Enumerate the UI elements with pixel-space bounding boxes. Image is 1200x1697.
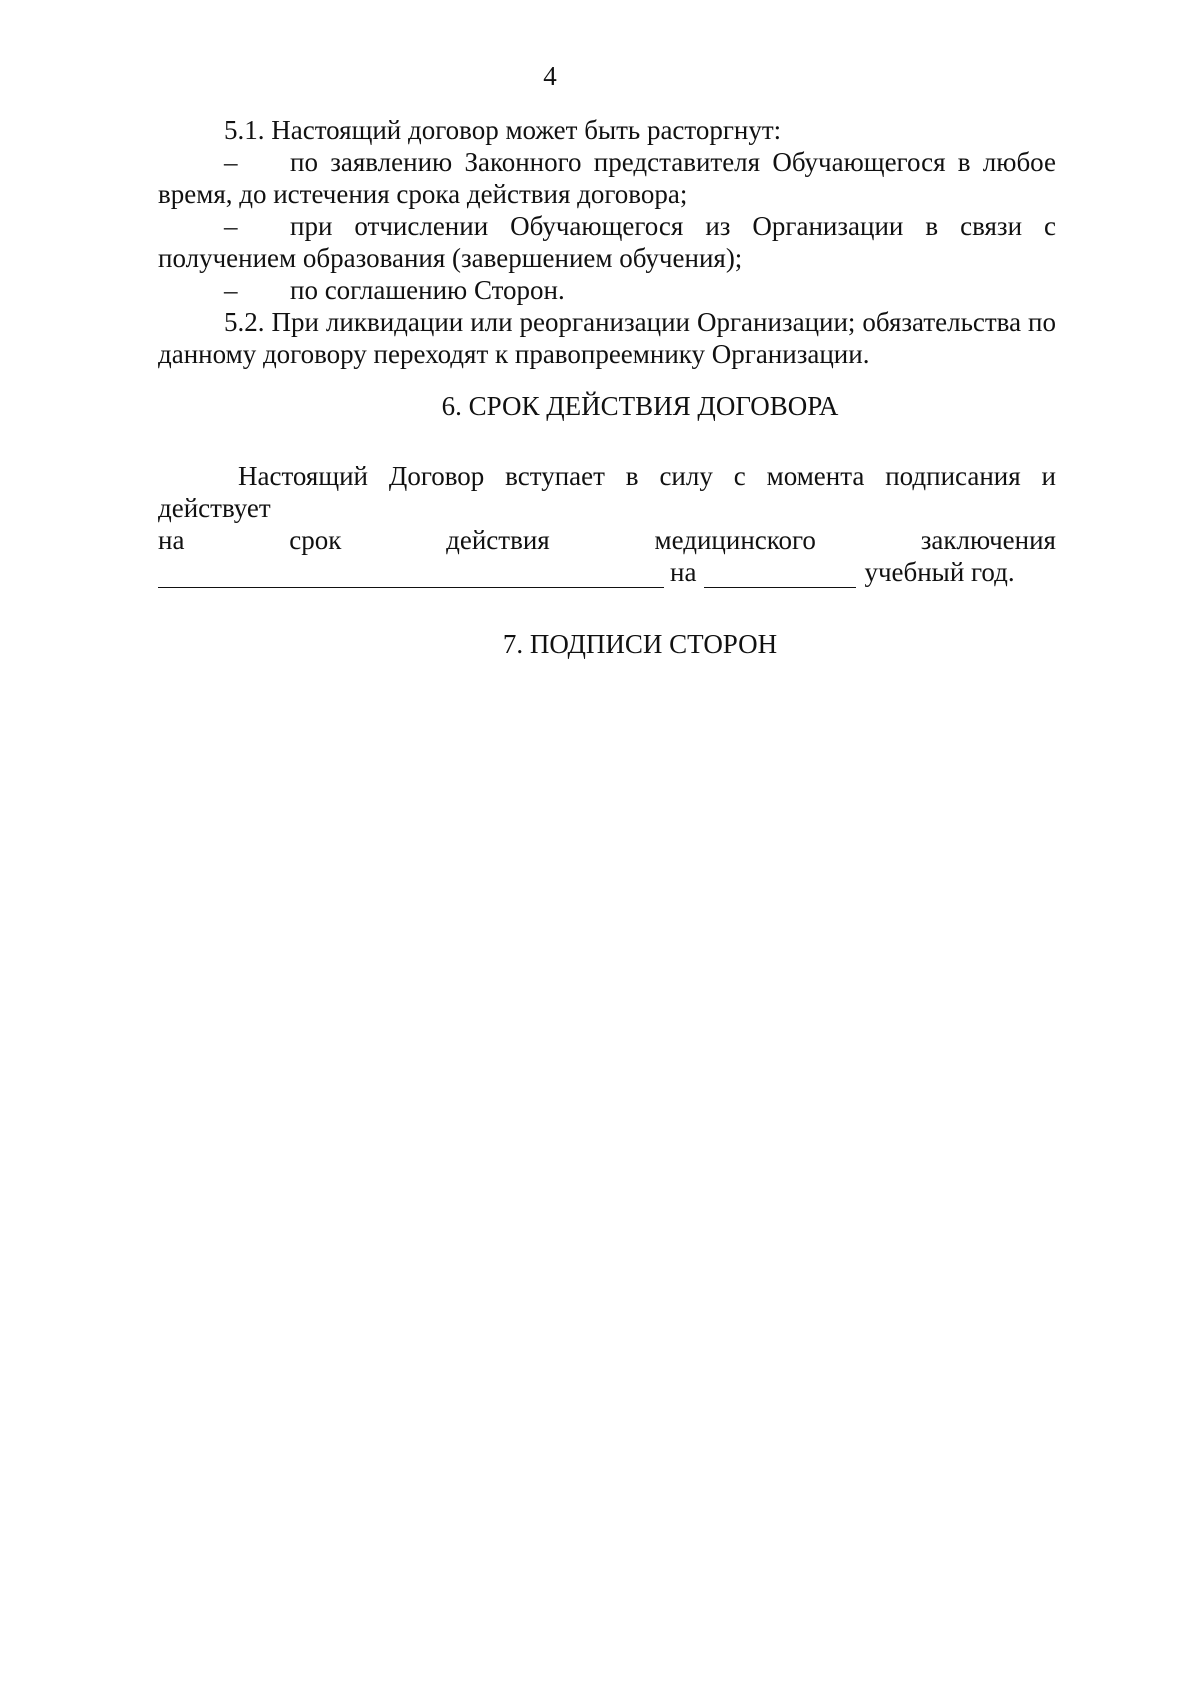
term-word: на — [158, 525, 185, 555]
termination-item-2 — [158, 210, 1056, 274]
clause-5-1-lead: 5.1. Настоящий договор может быть расторгнут: — [224, 115, 782, 145]
term-word: срок — [289, 525, 342, 555]
term-word: медицинского — [654, 525, 816, 555]
dash-bullet: – — [224, 275, 238, 305]
document-body — [158, 114, 1056, 660]
term-line-3 — [158, 556, 1056, 588]
section-6-title: 6. СРОК ДЕЙСТВИЯ ДОГОВОРА — [441, 391, 839, 421]
section-7-title: 7. ПОДПИСИ СТОРОН — [502, 629, 778, 659]
term-line-2 — [158, 524, 1056, 556]
termination-item-1 — [158, 146, 1056, 210]
contract-term-paragraph — [158, 460, 1056, 588]
termination-item-3 — [158, 274, 1056, 306]
school-year-blank — [704, 561, 856, 588]
term-word: заключения — [920, 525, 1056, 555]
dash-bullet: – — [224, 147, 238, 177]
term-line-1: Настоящий Договор вступает в силу с момента подписания и действует — [158, 461, 1056, 523]
page-number: 4 — [543, 61, 557, 91]
term-word: учебный год. — [864, 557, 1015, 587]
medical-conclusion-blank — [158, 561, 664, 588]
dash-bullet: – — [224, 211, 238, 241]
term-word: действия — [446, 525, 550, 555]
clause-5-2: 5.2. При ликвидации или реорганизации Организации; обязательства по данному договору переходят к правопреемнику Организации. — [158, 307, 1056, 369]
termination-item-text: при отчислении Обучающегося из Организации в связи с получением образования (завершением обучения); — [158, 211, 1056, 273]
termination-item-text: по соглашению Сторон. — [290, 275, 565, 305]
termination-item-text: по заявлению Законного представителя Обучающегося в любое время, до истечения срока действия договора; — [158, 147, 1056, 209]
term-word: на — [670, 557, 697, 587]
